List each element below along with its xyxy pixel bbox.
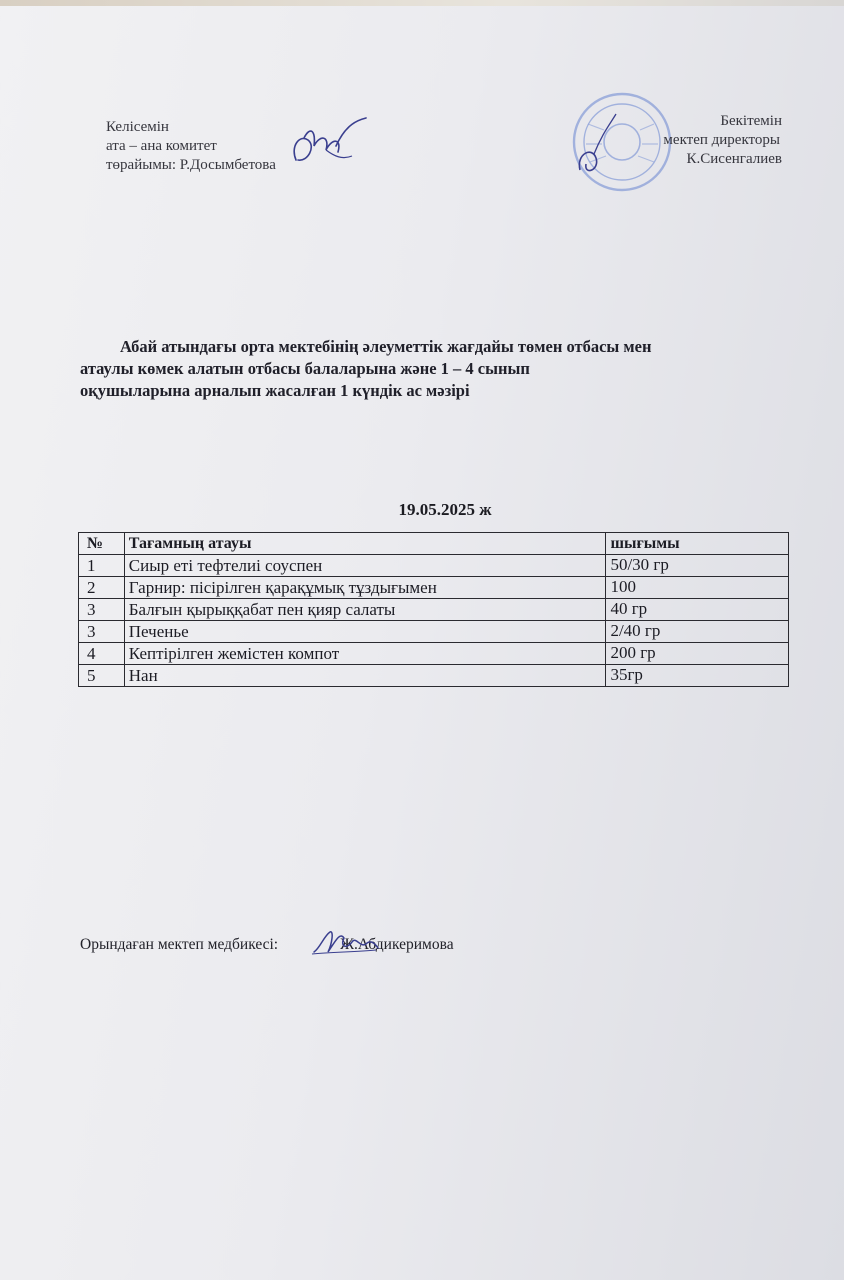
approval-committee-line2: ата – ана комитет [106,138,217,154]
menu-table [78,532,789,687]
approval-committee-line3: төрайымы: Р.Досымбетова [106,157,276,173]
row-dish-name: Печенье [124,621,606,643]
row-dish-name: Гарнир: пісірілген қарақұмық тұздығымен [124,577,606,599]
approval-director-line1: Бекітемін [720,113,782,129]
table-row [79,555,789,577]
approval-director-line2: мектеп директоры [663,132,780,148]
title-line-1: Абай атындағы орта мектебінің әлеуметтік жағдайы төмен отбасы мен [120,337,652,356]
document-title [80,336,800,402]
approval-block-director [663,112,782,169]
menu-date: 19.05.2025 ж [398,500,492,519]
row-number: 3 [79,621,125,643]
menu-table-header-row [79,533,789,555]
executor-name: Ж.Абдикеримова [340,936,454,953]
table-row [79,665,789,687]
row-yield: 35гр [606,665,789,687]
row-number: 5 [79,665,125,687]
table-row [79,577,789,599]
row-yield: 40 гр [606,599,789,621]
row-yield: 50/30 гр [606,555,789,577]
approval-committee-line1: Келісемін [106,119,169,135]
row-dish-name: Сиыр еті тефтелиі соуспен [124,555,606,577]
committee-signature [286,116,370,174]
row-yield: 200 гр [606,643,789,665]
approval-director-line3: К.Сисенгалиев [686,151,782,167]
header-number: № [79,533,125,555]
row-dish-name: Кептірілген жемістен компот [124,643,606,665]
table-row [79,643,789,665]
row-number: 2 [79,577,125,599]
approval-block-committee [106,118,276,175]
header-dish-name: Тағамның атауы [124,533,606,555]
executor-signature-line [80,936,454,954]
table-row [79,621,789,643]
title-line-2: атаулы көмек алатын отбасы балаларына және 1 – 4 сынып [80,359,530,378]
row-number: 3 [79,599,125,621]
row-dish-name: Нан [124,665,606,687]
executor-label: Орындаған мектеп медбикесі: [80,936,279,953]
document-page [0,6,844,1280]
row-number: 1 [79,555,125,577]
row-yield: 2/40 гр [606,621,789,643]
row-number: 4 [79,643,125,665]
row-yield: 100 [606,577,789,599]
table-row [79,599,789,621]
header-yield: шығымы [606,533,789,555]
title-line-3: оқушыларына арналып жасалған 1 күндік ас мәзірі [80,381,470,400]
row-dish-name: Балғын қырыққабат пен қияр салаты [124,599,606,621]
nurse-signature [310,922,382,962]
